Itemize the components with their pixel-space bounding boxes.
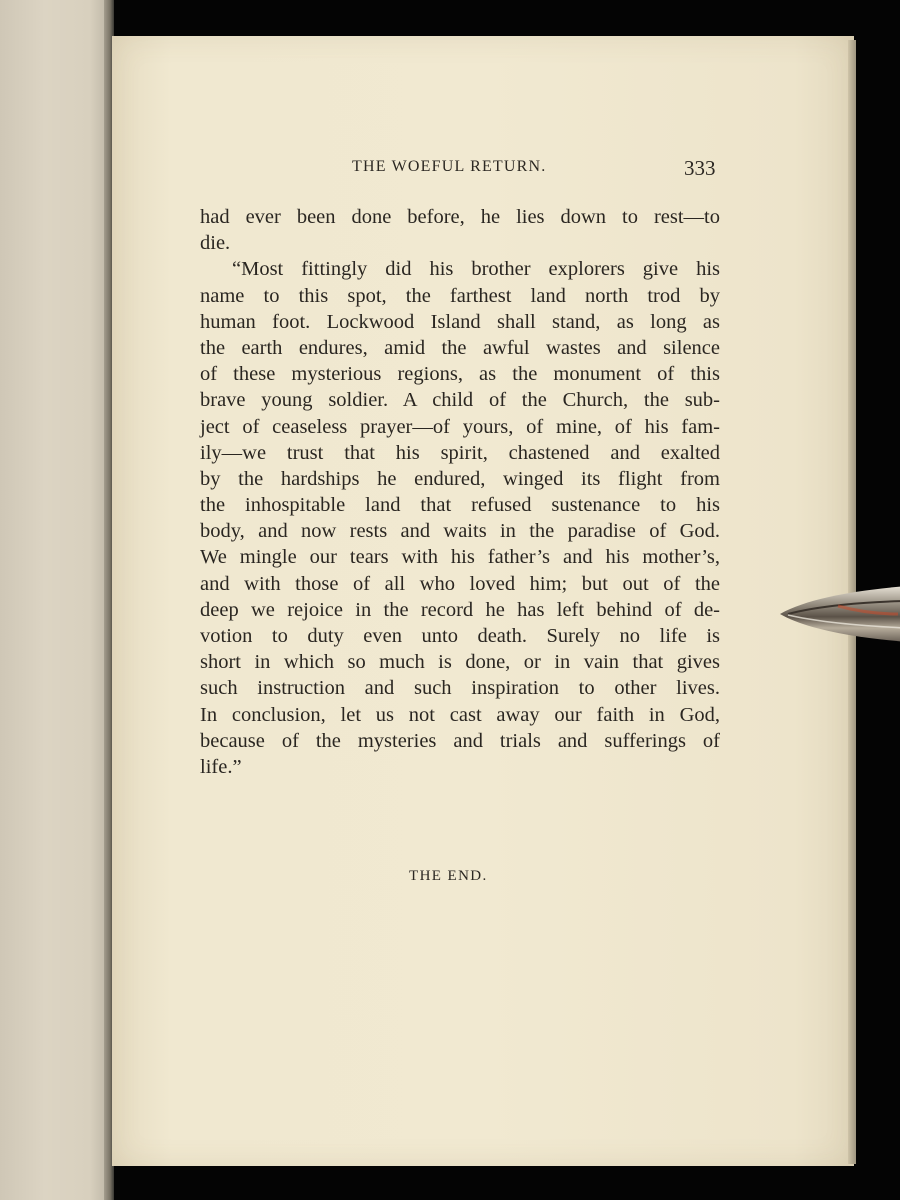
text-line: votion to duty even unto death. Surely no life is xyxy=(200,625,720,647)
metal-pointer-icon xyxy=(778,584,900,644)
text-line: “Most fittingly did his brother explorers give his xyxy=(232,258,720,281)
text-line: because of the mysteries and trials and sufferings of xyxy=(200,729,720,752)
text-line: the earth endures, amid the awful wastes and silence xyxy=(200,336,720,359)
text-line: life.” xyxy=(200,755,242,778)
page-number: 333 xyxy=(684,156,716,180)
text-line: We mingle our tears with his father’s and his mother’s, xyxy=(200,546,720,569)
text-line: and with those of all who loved him; but out of the xyxy=(200,572,720,595)
text-line: ject of ceaseless prayer—of yours, of mine, of his fam- xyxy=(200,415,720,438)
text-line: of these mysterious regions, as the monument of this xyxy=(200,363,720,386)
text-line: deep we rejoice in the record he has left behind of de- xyxy=(200,598,720,621)
text-line: such instruction and such inspiration to other lives. xyxy=(200,677,720,700)
text-line: die. xyxy=(200,232,231,255)
running-head: THE WOEFUL RETURN. xyxy=(352,158,547,175)
text-line: In conclusion, let us not cast away our faith in God, xyxy=(200,703,720,726)
facing-blank-page xyxy=(0,0,112,1200)
text-line: had ever been done before, he lies down to rest—to xyxy=(200,206,720,228)
text-line: body, and now rests and waits in the paradise of God. xyxy=(200,520,720,543)
body-text xyxy=(200,204,720,780)
text-line: human foot. Lockwood Island shall stand, as long as xyxy=(200,310,720,333)
text-line: the inhospitable land that refused sustenance to his xyxy=(200,494,720,517)
text-line: ily—we trust that his spirit, chastened and exalted xyxy=(200,441,720,464)
text-line: name to this spot, the farthest land north trod by xyxy=(200,284,720,307)
text-line: by the hardships he endured, winged its flight from xyxy=(200,467,720,490)
text-line: short in which so much is done, or in vain that gives xyxy=(200,651,720,674)
the-end-label: THE END. xyxy=(409,868,488,884)
text-line: brave young soldier. A child of the Church, the sub- xyxy=(200,389,720,412)
